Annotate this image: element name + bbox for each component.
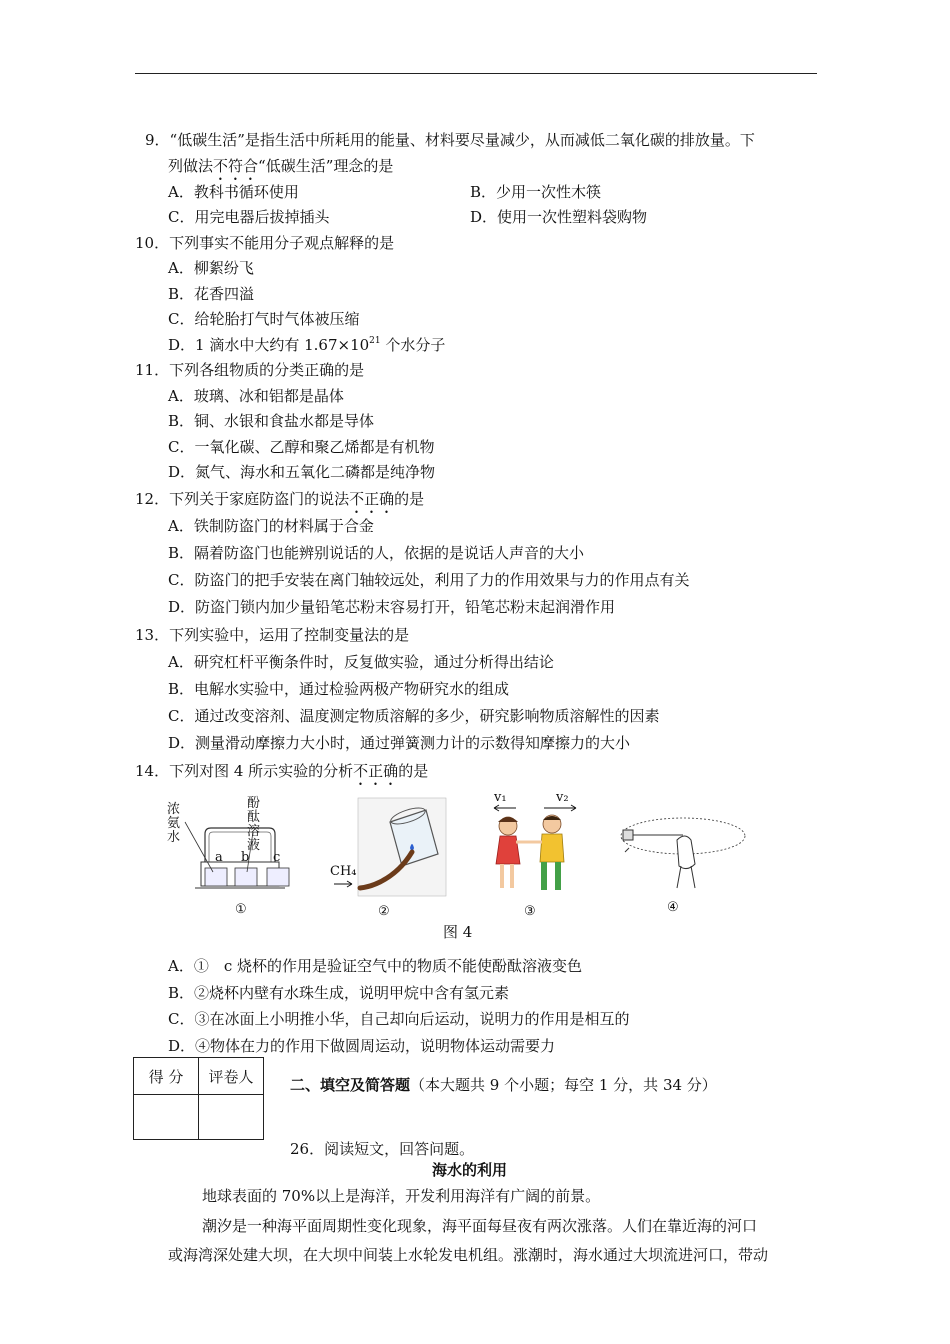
q9-stem-line2: 列做法不符合“低碳生活”理念的是: [168, 157, 394, 175]
article-title: 海水的利用: [432, 1161, 508, 1179]
figure-1-ammonia-experiment: [165, 792, 305, 922]
figure-4-number: ④: [667, 900, 679, 915]
label-ammonia-1: 浓: [167, 802, 181, 817]
q11-option-a: A．玻璃、冰和铝都是晶体: [168, 387, 344, 405]
score-cell[interactable]: [134, 1095, 199, 1140]
q13-option-d: D．测量滑动摩擦力大小时，通过弹簧测力计的示数得知摩擦力的大小: [168, 734, 631, 752]
section-2-note: （本大题共 9 个小题；每空 1 分，共 34 分）: [410, 1076, 717, 1094]
q9-option-a: A．教科书循环使用: [168, 183, 299, 201]
figure-1-number: ①: [235, 902, 247, 917]
q14-option-b: B．②烧杯内壁有水珠生成，说明甲烷中含有氢元素: [168, 984, 510, 1002]
q11-stem: 11．下列各组物质的分类正确的是: [135, 361, 365, 379]
section-2-title: 二、填空及简答题: [290, 1076, 411, 1094]
q12-stem: 12．下列关于家庭防盗门的说法不正确的是: [135, 490, 425, 508]
grader-cell[interactable]: [199, 1095, 264, 1140]
methane-burning-drawing: [330, 792, 450, 902]
emphasis-incorrect: 不正确: [349, 490, 395, 508]
grader-header: 评卷人: [199, 1058, 264, 1095]
q10-option-c: C．给轮胎打气时气体被压缩: [168, 310, 360, 328]
q14-stem: 14．下列对图 4 所示实验的分析不正确的是: [135, 762, 429, 780]
figure-3-number: ③: [524, 904, 536, 919]
label-phenolphthalein-4: 液: [247, 838, 261, 853]
q13-option-b: B．电解水实验中，通过检验两极产物研究水的组成: [168, 680, 510, 698]
label-v1: v₁: [494, 790, 507, 805]
header-rule: [135, 73, 817, 74]
figure-2-number: ②: [378, 904, 390, 919]
label-beaker-c: c: [273, 850, 281, 865]
q14-option-a: A．① c 烧杯的作用是验证空气中的物质不能使酚酞溶液变色: [168, 957, 583, 975]
q12-option-a: A．铁制防盗门的材料属于合金: [168, 517, 374, 535]
q9-option-d: D．使用一次性塑料袋购物: [470, 208, 648, 226]
article-paragraph-2-line2: 或海湾深处建大坝，在大坝中间装上水轮发电机组。涨潮时，海水通过大坝流进河口，带动: [168, 1246, 769, 1264]
children-pushing-drawing: [480, 792, 590, 902]
label-phenolphthalein-2: 酞: [247, 810, 261, 825]
article-paragraph-1: 地球表面的 70%以上是海洋，开发利用海洋有广阔的前景。: [202, 1187, 601, 1205]
q11-option-b: B．铜、水银和食盐水都是导体: [168, 412, 375, 430]
q13-option-a: A．研究杠杆平衡条件时，反复做实验，通过分析得出结论: [168, 653, 554, 671]
label-phenolphthalein-1: 酚: [247, 796, 261, 811]
figure-2-methane-experiment: [330, 792, 450, 922]
label-ammonia-2: 氨: [167, 816, 181, 831]
label-phenolphthalein-3: 溶: [247, 824, 261, 839]
q14-option-d: D．④物体在力的作用下做圆周运动，说明物体运动需要力: [168, 1037, 556, 1055]
score-header: 得 分: [134, 1058, 199, 1095]
label-ch4: CH₄: [330, 864, 357, 879]
q12-option-c: C．防盗门的把手安装在离门轴较远处，利用了力的作用效果与力的作用点有关: [168, 571, 690, 589]
figure-caption: 图 4: [443, 923, 473, 941]
q12-option-b: B．隔着防盗门也能辨别说话的人，依据的是说话人声音的大小: [168, 544, 585, 562]
figure-4-circular-motion: [615, 792, 755, 922]
q12-option-d: D．防盗门锁内加少量铅笔芯粉末容易打开，铅笔芯粉末起润滑作用: [168, 598, 616, 616]
section-2-heading: [290, 1075, 717, 1095]
q10-option-a: A．柳絮纷飞: [168, 259, 254, 277]
q11-option-d: D．氮气、海水和五氧化二磷都是纯净物: [168, 463, 436, 481]
q9-option-b: B．少用一次性木筷: [470, 183, 602, 201]
q10-option-d: D．1 滴水中大约有 $1.67\times 10^{21}$ 个水分子: [168, 336, 446, 354]
emphasis-not-comply: 不符合: [213, 157, 259, 175]
article-paragraph-2-line1: 潮汐是一种海平面周期性变化现象，海平面每昼夜有两次涨落。人们在靠近海的河口: [202, 1217, 758, 1235]
q10-stem: 10．下列事实不能用分子观点解释的是: [135, 234, 395, 252]
q26-stem: 26．阅读短文，回答问题。: [290, 1140, 475, 1158]
q9-option-c: C．用完电器后拔掉插头: [168, 208, 330, 226]
q11-option-c: C．一氧化碳、乙醇和聚乙烯都是有机物: [168, 438, 435, 456]
q13-stem: 13．下列实验中，运用了控制变量法的是: [135, 626, 410, 644]
emphasis-incorrect: 不正确: [353, 762, 399, 780]
figure-3-ice-push: [480, 792, 590, 922]
q13-option-c: C．通过改变溶剂、温度测定物质溶解的多少，研究影响物质溶解性的因素: [168, 707, 660, 725]
q14-option-c: C．③在冰面上小明推小华，自己却向后运动，说明力的作用是相互的: [168, 1010, 630, 1028]
label-ammonia-3: 水: [167, 830, 181, 845]
label-v2: v₂: [556, 790, 569, 805]
score-table: [133, 1057, 264, 1140]
q9-stem-line1: 9．“低碳生活”是指生活中所耗用的能量、材料要尽量减少，从而减低二氧化碳的排放量。下: [145, 131, 755, 149]
q10-option-b: B．花香四溢: [168, 285, 255, 303]
label-beaker-b: b: [241, 850, 250, 865]
label-beaker-a: a: [215, 850, 223, 865]
circular-motion-drawing: [615, 792, 755, 902]
